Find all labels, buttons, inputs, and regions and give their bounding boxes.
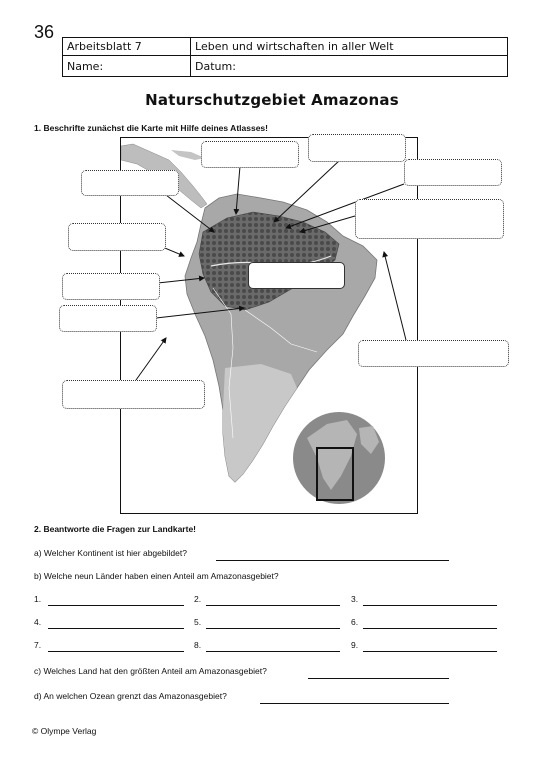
answer-number-8: 8. — [194, 640, 202, 650]
answer-number-6: 6. — [351, 617, 359, 627]
map-label-box-8[interactable] — [62, 273, 160, 300]
map-label-box-7[interactable] — [248, 262, 345, 289]
answer-line-3[interactable] — [363, 605, 497, 606]
answer-number-9: 9. — [351, 640, 359, 650]
task-2-heading: 2. Beantworte die Fragen zur Landkarte! — [34, 524, 197, 534]
map-label-box-6[interactable] — [68, 223, 166, 251]
answer-line-6[interactable] — [363, 628, 497, 629]
map-label-box-11[interactable] — [62, 380, 205, 409]
page-title: Naturschutzgebiet Amazonas — [145, 91, 399, 109]
map-label-box-2[interactable] — [201, 141, 299, 168]
name-field[interactable]: Name: — [63, 56, 191, 77]
worksheet-label: Arbeitsblatt 7 — [63, 38, 191, 56]
answer-line-1[interactable] — [48, 605, 184, 606]
task-1-heading: 1. Beschrifte zunächst die Karte mit Hilfe deines Atlasses! — [34, 123, 268, 133]
question-d: d) An welchen Ozean grenzt das Amazonasgebiet? — [34, 691, 227, 701]
answer-line-a[interactable] — [216, 560, 449, 561]
question-b: b) Welche neun Länder haben einen Anteil am Amazonasgebiet? — [34, 571, 279, 581]
map-label-box-4[interactable] — [404, 159, 502, 186]
map-label-box-10[interactable] — [358, 340, 509, 367]
answer-number-2: 2. — [194, 594, 202, 604]
answer-line-7[interactable] — [48, 651, 184, 652]
answer-line-2[interactable] — [206, 605, 340, 606]
answer-number-4: 4. — [34, 617, 42, 627]
answer-number-1: 1. — [34, 594, 42, 604]
map-label-box-5[interactable] — [355, 199, 504, 239]
answer-number-7: 7. — [34, 640, 42, 650]
question-c: c) Welches Land hat den größten Anteil am Amazonasgebiet? — [34, 666, 267, 676]
map-label-box-1[interactable] — [81, 170, 179, 196]
answer-number-5: 5. — [194, 617, 202, 627]
copyright-footer: © Olympe Verlag — [32, 726, 97, 736]
answer-line-9[interactable] — [363, 651, 497, 652]
answer-number-3: 3. — [351, 594, 359, 604]
answer-line-8[interactable] — [206, 651, 340, 652]
question-a: a) Welcher Kontinent ist hier abgebildet? — [34, 548, 187, 558]
answer-line-5[interactable] — [206, 628, 340, 629]
date-field[interactable]: Datum: — [191, 56, 508, 77]
map-label-box-9[interactable] — [59, 305, 157, 332]
page-number: 36 — [34, 22, 55, 42]
answer-line-c[interactable] — [308, 678, 449, 679]
answer-line-d[interactable] — [260, 703, 449, 704]
answer-line-4[interactable] — [48, 628, 184, 629]
map-label-box-3[interactable] — [308, 134, 406, 162]
topic-label: Leben und wirtschaften in aller Welt — [191, 38, 508, 56]
